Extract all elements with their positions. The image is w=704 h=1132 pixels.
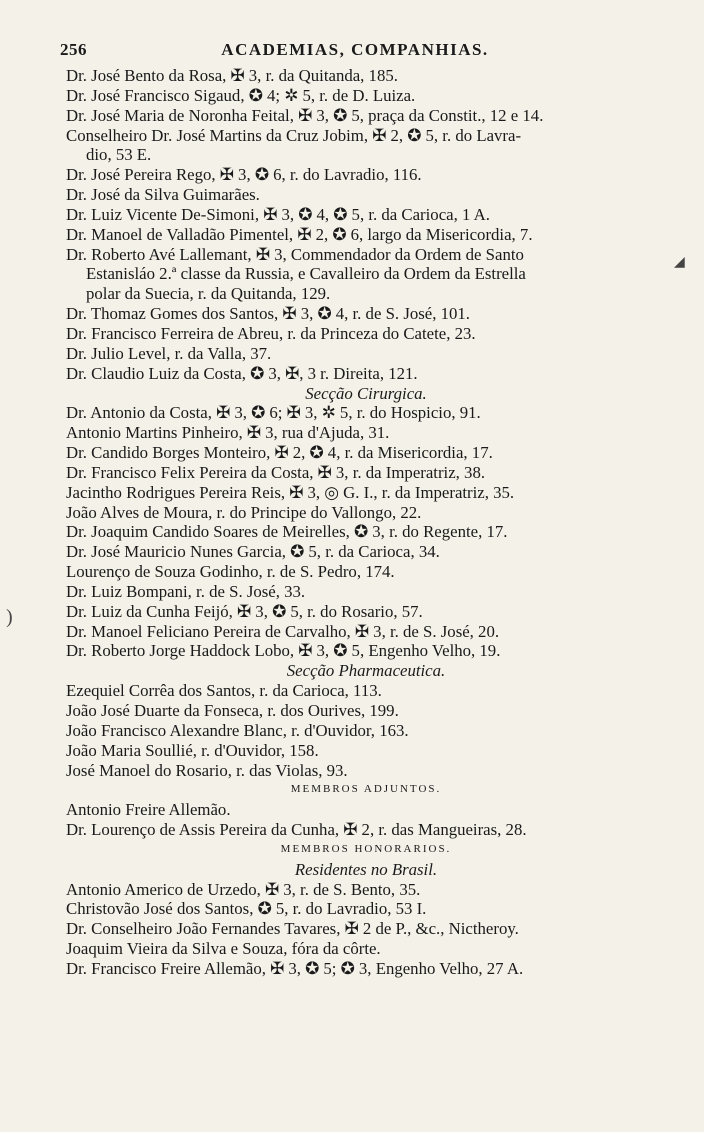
entry-line: Dr. Candido Borges Monteiro, ✠ 2, ✪ 4, r. da Misericordia, 17. <box>66 443 493 463</box>
section-heading: Secção Pharmaceutica. <box>286 661 446 681</box>
margin-mark: ◢ <box>674 255 685 270</box>
entry-line: Dr. Lourenço de Assis Pereira da Cunha, ✠ 2, r. das Mangueiras, 28. <box>66 820 527 840</box>
entry-line: Dr. Antonio da Costa, ✠ 3, ✪ 6; ✠ 3, ✲ 5, r. do Hospicio, 91. <box>66 403 481 423</box>
page-number: 256 <box>60 40 87 59</box>
entry-line: Dr. Manoel de Valladão Pimentel, ✠ 2, ✪ 6, largo da Misericordia, 7. <box>66 224 533 244</box>
entry-line: Dr. José Bento da Rosa, ✠ 3, r. da Quitanda, 185. <box>66 66 398 85</box>
entry-line: Dr. Francisco Freire Allemão, ✠ 3, ✪ 5; ✪ 3, Engenho Velho, 27 A. <box>66 958 524 978</box>
entry-line: Antonio Freire Allemão. <box>66 800 231 820</box>
subsection-caps: MEMBROS ADJUNTOS. <box>290 783 442 796</box>
running-title: ACADEMIAS, COMPANHIAS. <box>221 40 489 59</box>
entry-line: Conselheiro Dr. José Martins da Cruz Jobim, ✠ 2, ✪ 5, r. do Lavra- <box>66 125 522 145</box>
entry-line: Dr. Manoel Feliciano Pereira de Carvalho, ✠ 3, r. de S. José, 20. <box>66 621 500 641</box>
entry-line: Lourenço de Souza Godinho, r. de S. Pedro, 174. <box>66 562 395 582</box>
entry-line: Dr. Luiz Vicente De-Simoni, ✠ 3, ✪ 4, ✪ 5, r. da Carioca, 1 A. <box>66 204 490 224</box>
entry-line: Dr. José Mauricio Nunes Garcia, ✪ 5, r. da Carioca, 34. <box>66 542 440 562</box>
margin-mark: ) <box>6 606 13 628</box>
entry-line: João José Duarte da Fonseca, r. dos Ourives, 199. <box>66 701 399 720</box>
entry-line: Dr. Joaquim Candido Soares de Meirelles, ✪ 3, r. do Regente, 17. <box>66 522 508 542</box>
entry-line: Dr. José Maria de Noronha Feital, ✠ 3, ✪ 5, praça da Constit., 12 e 14. <box>66 105 544 125</box>
entry-line: Dr. José Pereira Rego, ✠ 3, ✪ 6, r. do Lavradio, 116. <box>66 165 422 185</box>
entry-line: Dr. Conselheiro João Fernandes Tavares, ✠ 2 de P., &c., Nictheroy. <box>66 919 519 939</box>
subsection-caps: MEMBROS HONORARIOS. <box>280 842 452 855</box>
entry-line: João Alves de Moura, r. do Principe do Vallongo, 22. <box>66 502 422 522</box>
entry-line: Dr. Julio Level, r. da Valla, 37. <box>66 343 272 363</box>
entry-line: Dr. Luiz da Cunha Feijó, ✠ 3, ✪ 5, r. do Rosario, 57. <box>66 601 423 621</box>
entry-line: Ezequiel Corrêa dos Santos, r. da Carioca, 113. <box>66 681 382 701</box>
page-header <box>60 40 650 64</box>
entry-line: Christovão José dos Santos, ✪ 5, r. do Lavradio, 53 I. <box>66 899 427 919</box>
section-heading: Secção Cirurgica. <box>305 383 427 403</box>
entry-line: Dr. Roberto Jorge Haddock Lobo, ✠ 3, ✪ 5, Engenho Velho, 19. <box>66 641 501 661</box>
entry-line: Dr. Francisco Ferreira de Abreu, r. da Princeza do Catete, 23. <box>66 323 476 343</box>
entry-line: José Manoel do Rosario, r. das Violas, 93. <box>66 760 348 780</box>
entry-line: João Maria Soullié, r. d'Ouvidor, 158. <box>66 740 319 760</box>
entry-line: polar da Suecia, r. da Quitanda, 129. <box>86 284 331 304</box>
entry-line: Dr. Claudio Luiz da Costa, ✪ 3, ✠, 3 r. Direita, 121. <box>66 363 418 383</box>
entry-line: Estanisláo 2.ª classe da Russia, e Cavalleiro da Ordem da Estrella <box>86 264 526 284</box>
entry-line: João Francisco Alexandre Blanc, r. d'Ouvidor, 163. <box>66 720 409 740</box>
entry-line: Dr. José da Silva Guimarães. <box>66 185 260 205</box>
entry-line: Dr. Luiz Bompani, r. de S. José, 33. <box>66 581 306 601</box>
entry-line: dio, 53 E. <box>86 145 152 165</box>
text-block <box>66 66 666 979</box>
entry-line: Jacintho Rodrigues Pereira Reis, ✠ 3, ◎ G. I., r. da Imperatriz, 35. <box>66 482 515 502</box>
entry-line: Antonio Americo de Urzedo, ✠ 3, r. de S. Bento, 35. <box>66 879 421 899</box>
entry-line: Dr. Roberto Avé Lallemant, ✠ 3, Commendador da Ordem de Santo <box>66 244 524 264</box>
section-heading: Residentes no Brasil. <box>294 859 438 879</box>
entry-line: Joaquim Vieira da Silva e Souza, fóra da côrte. <box>66 939 381 959</box>
entry-line: Dr. Thomaz Gomes dos Santos, ✠ 3, ✪ 4, r. de S. José, 101. <box>66 304 470 324</box>
entry-line: Dr. José Francisco Sigaud, ✪ 4; ✲ 5, r. de D. Luiza. <box>66 85 416 105</box>
entry-line: Antonio Martins Pinheiro, ✠ 3, rua d'Ajuda, 31. <box>66 423 390 443</box>
entry-line: Dr. Francisco Felix Pereira da Costa, ✠ 3, r. da Imperatriz, 38. <box>66 462 486 482</box>
